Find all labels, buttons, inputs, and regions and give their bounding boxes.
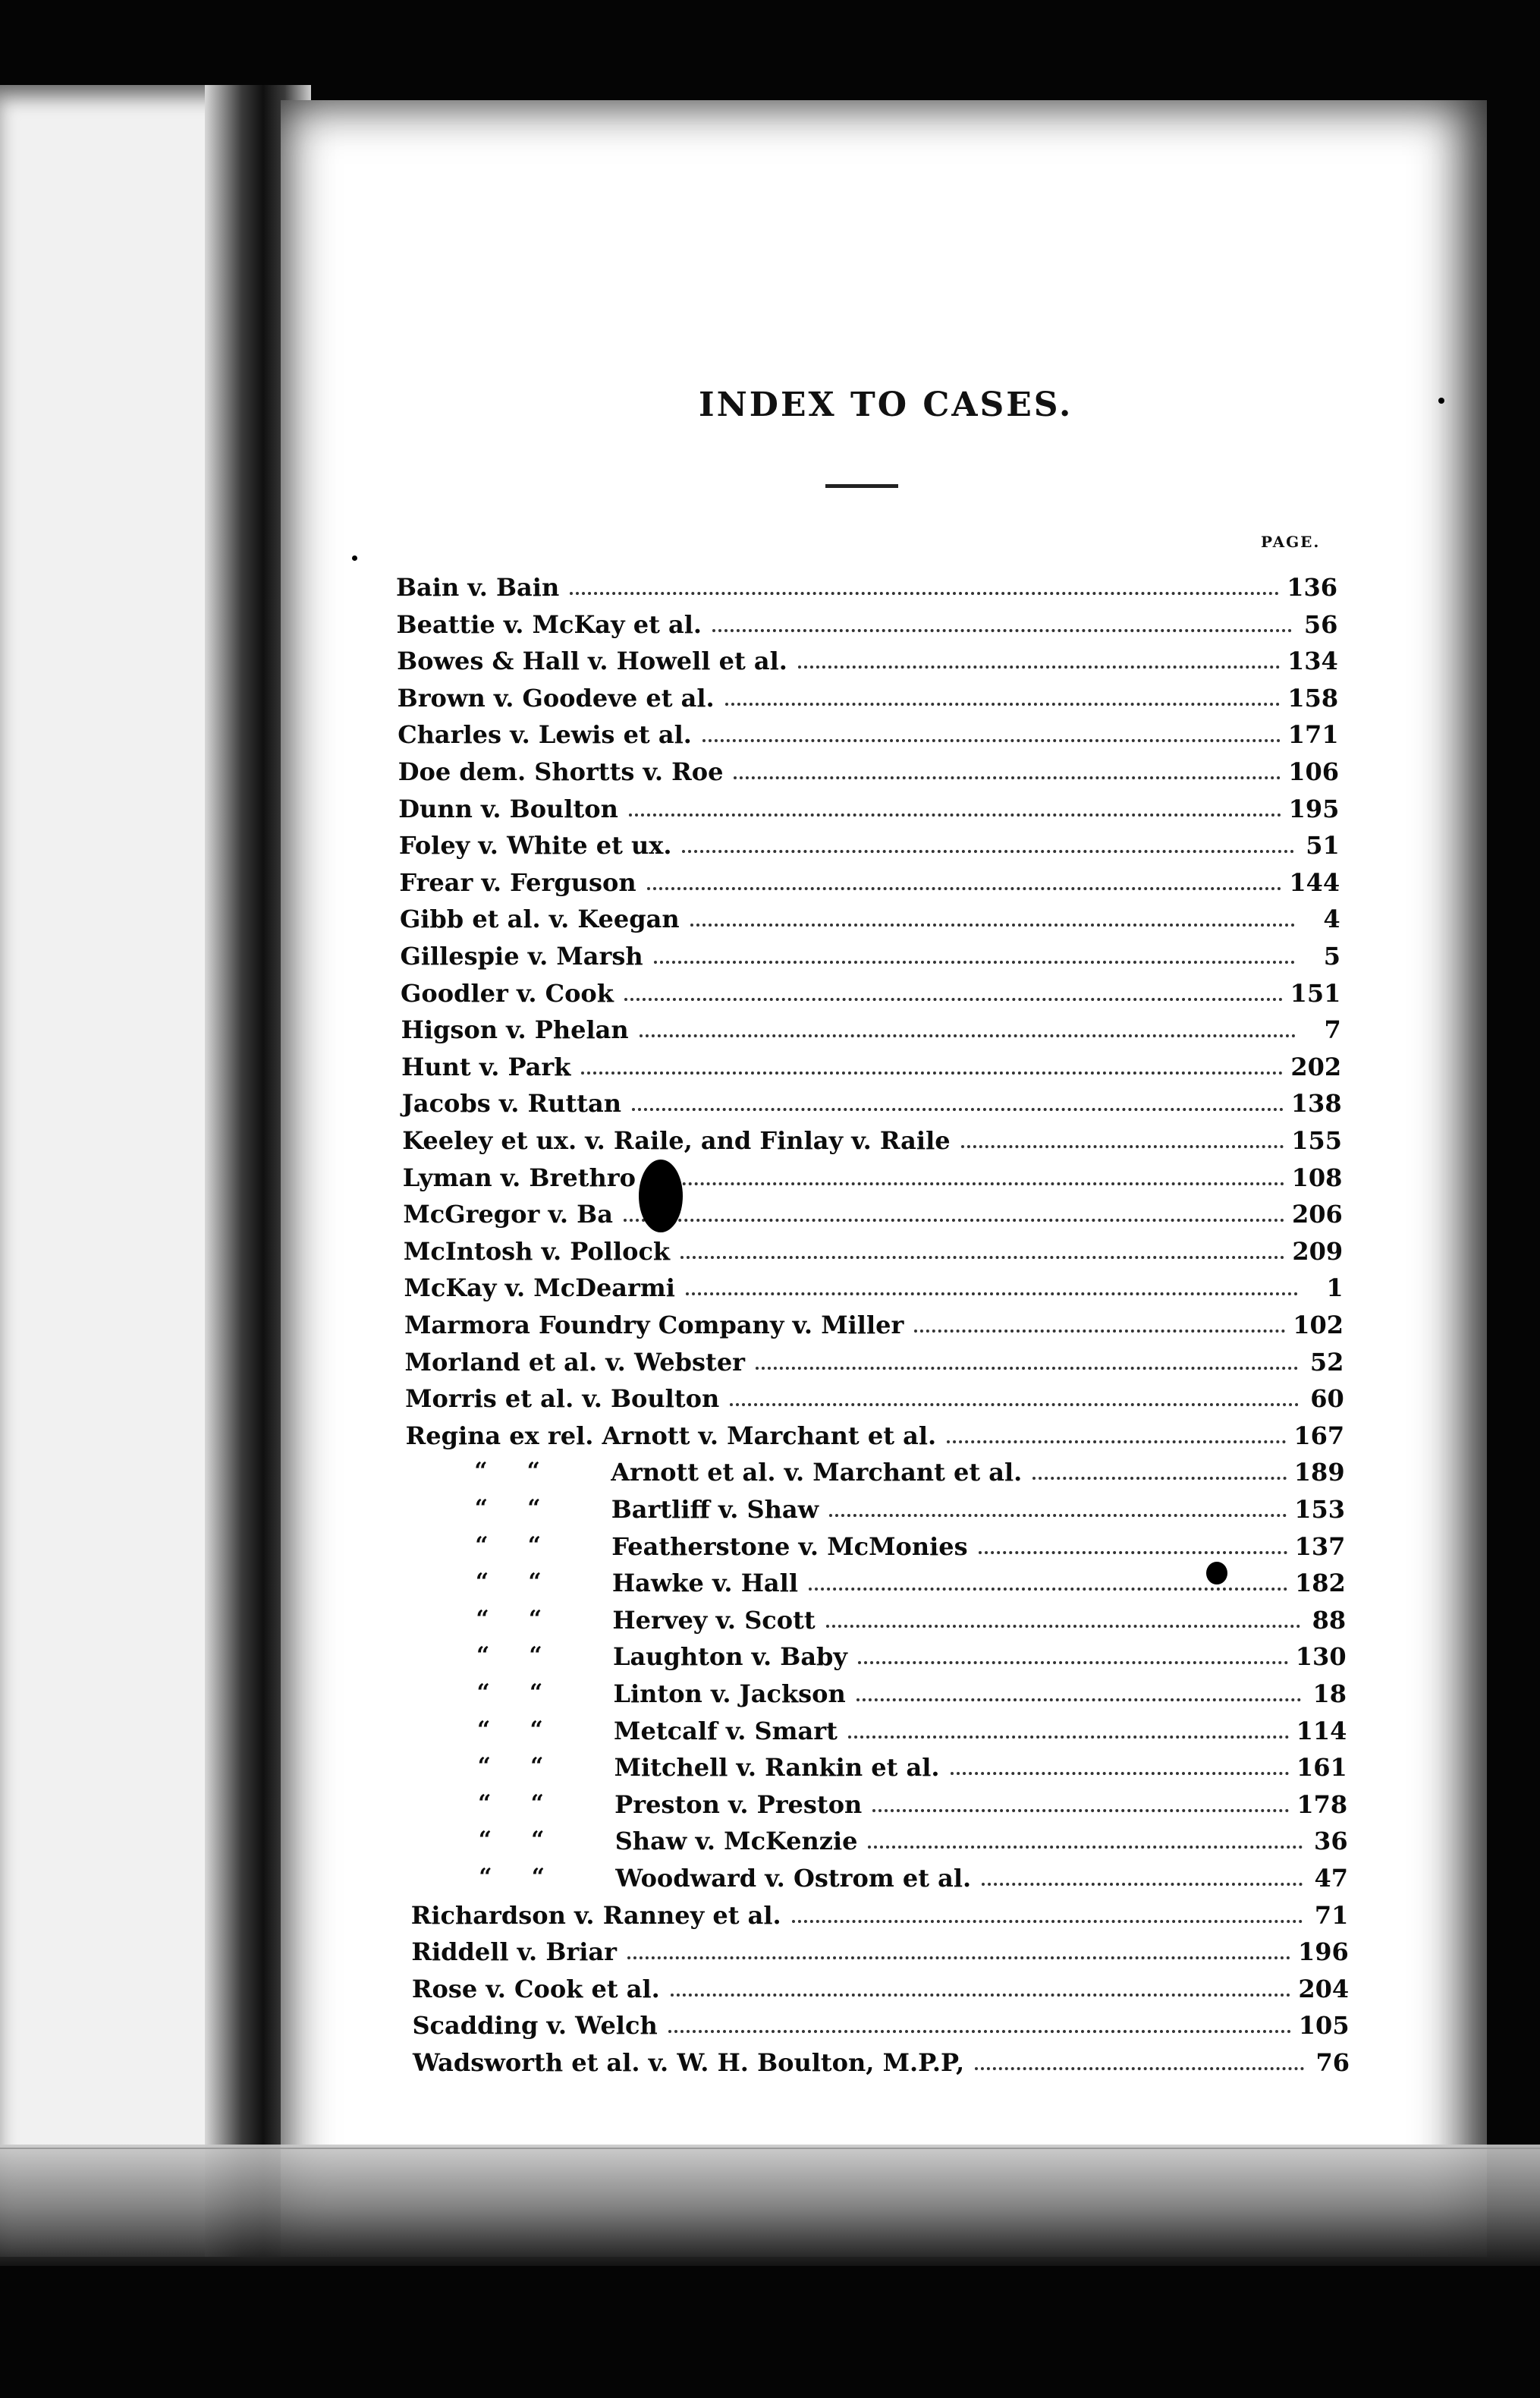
dot-leader: [627, 1956, 1290, 1959]
dot-leader: [826, 1625, 1301, 1628]
case-name: Morris et al. v. Boulton: [405, 1384, 720, 1414]
index-entry: [399, 860, 1340, 895]
page-number: 71: [1314, 1900, 1349, 1930]
index-entry: [478, 1782, 1348, 1819]
ink-blot: [639, 1160, 683, 1232]
dot-leader: [725, 703, 1281, 706]
case-name: Bowes & Hall v. Howell et al.: [397, 647, 787, 676]
index-entry: [474, 1449, 1345, 1487]
page-number: 18: [1312, 1679, 1347, 1708]
index-entry: [479, 1855, 1348, 1893]
case-name: Regina ex rel. Arnott v. Marchant et al.: [405, 1421, 937, 1450]
case-name: McKay v. McDearmi: [404, 1273, 675, 1303]
dot-leader: [680, 1256, 1284, 1259]
index-entry: [404, 1339, 1344, 1377]
page-number: 138: [1290, 1089, 1342, 1119]
case-name: Linton v. Jackson: [613, 1679, 846, 1708]
index-entry: [411, 1893, 1349, 1928]
dot-leader: [624, 998, 1283, 1001]
page-number: 88: [1312, 1605, 1347, 1635]
index-entry: [399, 896, 1340, 934]
page-number: 137: [1294, 1531, 1346, 1561]
dot-leader: [756, 1367, 1298, 1370]
case-name: Bartliff v. Shaw: [611, 1495, 819, 1524]
ditto-marks: “ “: [474, 1458, 540, 1485]
dot-leader: [848, 1736, 1289, 1739]
dot-leader: [682, 850, 1293, 853]
index-entry: [398, 712, 1339, 750]
case-name: Morland et al. v. Webster: [404, 1347, 746, 1377]
ditto-marks: “ “: [478, 1827, 545, 1854]
ditto-marks: “ “: [475, 1569, 542, 1596]
page-number: 108: [1291, 1163, 1343, 1192]
page-number: 1: [1326, 1273, 1344, 1303]
dot-leader: [640, 1034, 1296, 1037]
index-entry: [398, 749, 1339, 784]
case-name: Laughton v. Baby: [612, 1642, 848, 1672]
dot-leader: [961, 1145, 1284, 1148]
case-name: Bain v. Bain: [396, 573, 560, 602]
page-number: 171: [1287, 720, 1339, 750]
page-number: 151: [1290, 978, 1341, 1008]
index-entry: [402, 1118, 1342, 1153]
dot-leader: [686, 1292, 1298, 1295]
dot-leader: [809, 1588, 1287, 1591]
index-entry: [397, 675, 1339, 713]
case-name: Rose v. Cook et al.: [411, 1974, 660, 2003]
case-name: Marmora Foundry Company v. Miller: [404, 1311, 904, 1339]
case-name: Richardson v. Ranney et al.: [410, 1900, 781, 1930]
page-number: 47: [1314, 1864, 1348, 1893]
dot-leader: [690, 924, 1295, 927]
case-name: Preston v. Preston: [614, 1789, 863, 1819]
case-name: Riddell v. Briar: [411, 1937, 617, 1967]
ditto-marks: “ “: [476, 1605, 542, 1632]
case-name: Shaw v. McKenzie: [614, 1827, 858, 1856]
index-entry: [401, 1044, 1341, 1079]
index-entry: [398, 823, 1340, 861]
ditto-marks: “ “: [477, 1716, 543, 1743]
index-entry: [397, 602, 1338, 637]
case-name: Keeley et ux. v. Raile, and Finlay v. Raile: [402, 1126, 951, 1155]
case-name: Higson v. Phelan: [401, 1015, 629, 1045]
case-name: Featherstone v. McMonies: [611, 1531, 968, 1561]
ditto-marks: “ “: [476, 1642, 542, 1669]
index-entry: [404, 1229, 1343, 1264]
page-title: INDEX TO CASES.: [699, 386, 1073, 424]
page-number: 204: [1298, 1974, 1350, 2003]
page-number: 60: [1310, 1384, 1344, 1414]
index-entry: [397, 638, 1338, 676]
ditto-marks: “ “: [477, 1753, 544, 1780]
index-entry: [475, 1560, 1346, 1598]
index-entry: [403, 1155, 1343, 1190]
case-name: Jacobs v. Ruttan: [401, 1089, 621, 1119]
page-number: 51: [1306, 831, 1340, 861]
ditto-marks: “ “: [479, 1864, 545, 1890]
speck: [1438, 398, 1444, 404]
index-entry: [476, 1634, 1347, 1672]
dot-leader: [647, 887, 1282, 890]
dot-leader: [975, 2067, 1304, 2070]
index-entry: [477, 1745, 1347, 1783]
case-name: Goodler v. Cook: [401, 978, 614, 1008]
dot-leader: [1032, 1477, 1286, 1480]
page-number: 196: [1297, 1937, 1349, 1967]
case-name: Hunt v. Park: [401, 1052, 571, 1081]
page-number: 189: [1293, 1458, 1345, 1487]
index-entry: [411, 1929, 1349, 1967]
page-number: 114: [1296, 1716, 1347, 1745]
page-number: 102: [1293, 1311, 1344, 1339]
page-number: 136: [1287, 573, 1337, 602]
index-entry: [401, 1007, 1341, 1045]
speck: [352, 555, 357, 561]
index-entry: [401, 1081, 1342, 1119]
dot-leader: [581, 1072, 1283, 1075]
ditto-marks: “ “: [475, 1531, 542, 1559]
page-number: 167: [1293, 1421, 1345, 1450]
dot-leader: [914, 1330, 1285, 1333]
index-entry: [413, 2040, 1350, 2075]
dot-leader: [624, 1219, 1284, 1222]
page-column-heading: PAGE.: [1261, 533, 1321, 551]
page-number: 206: [1291, 1200, 1343, 1229]
page-number: 52: [1309, 1347, 1344, 1377]
case-name: Brown v. Goodeve et al.: [397, 683, 715, 713]
dot-leader: [982, 1883, 1303, 1886]
index-entry: [404, 1302, 1344, 1337]
page-number: 105: [1298, 2011, 1350, 2041]
index-entry: [401, 971, 1341, 1008]
page-number: 202: [1290, 1052, 1342, 1081]
page-number: 195: [1288, 794, 1340, 823]
dot-leader: [979, 1551, 1287, 1554]
page-number: 7: [1324, 1015, 1341, 1045]
dot-leader: [947, 1440, 1286, 1443]
page-number: 161: [1296, 1753, 1347, 1783]
dot-leader: [632, 1108, 1284, 1111]
case-name: Woodward v. Ostrom et al.: [615, 1864, 972, 1893]
page-number: 153: [1294, 1495, 1345, 1524]
page-number: 36: [1314, 1827, 1348, 1856]
index-entry: [476, 1671, 1347, 1708]
dot-leader: [668, 2030, 1291, 2033]
case-name: Dunn v. Boulton: [398, 794, 618, 823]
index-entry: [412, 2003, 1350, 2041]
index-entry: [400, 933, 1341, 971]
dot-leader: [671, 1994, 1291, 1997]
page-number: 56: [1303, 609, 1338, 639]
page-number: 106: [1288, 757, 1339, 786]
dot-leader: [570, 592, 1279, 595]
dot-leader: [951, 1772, 1289, 1775]
case-name: Lyman v. Brethro: [402, 1163, 636, 1192]
case-name: Gibb et al. v. Keegan: [399, 905, 680, 934]
case-name: Wadsworth et al. v. W. H. Boulton, M.P.P,: [413, 2048, 965, 2077]
index-entry: [412, 1966, 1349, 2001]
index-entry: [403, 1191, 1343, 1229]
page-number: 178: [1296, 1789, 1348, 1819]
page-number: 130: [1295, 1642, 1347, 1672]
index-entry: [477, 1708, 1347, 1745]
dot-leader: [730, 1403, 1299, 1406]
index-entry: [398, 786, 1339, 821]
dot-leader: [646, 1182, 1284, 1185]
page-number: 182: [1294, 1569, 1346, 1598]
case-name: Foley v. White et ux.: [398, 831, 672, 861]
dot-leader: [868, 1846, 1302, 1849]
index-entry: [476, 1597, 1347, 1635]
dot-leader: [872, 1809, 1289, 1812]
ditto-marks: “ “: [474, 1495, 541, 1522]
dot-leader: [856, 1698, 1301, 1701]
index-entry: [478, 1818, 1348, 1856]
case-name: Frear v. Ferguson: [399, 867, 636, 897]
page-number: 155: [1291, 1126, 1342, 1155]
index-entry: [405, 1376, 1344, 1414]
case-name: McGregor v. Ba: [403, 1200, 613, 1229]
page-number: 4: [1323, 905, 1340, 934]
dot-leader: [792, 1920, 1303, 1923]
ditto-marks: “ “: [476, 1679, 543, 1706]
case-name: McIntosh v. Pollock: [403, 1236, 671, 1266]
dot-leader: [734, 776, 1281, 779]
dot-leader: [654, 961, 1295, 964]
page-number: 134: [1287, 647, 1338, 676]
case-name: Hervey v. Scott: [612, 1605, 816, 1635]
dot-leader: [858, 1661, 1288, 1664]
ditto-marks: “ “: [478, 1789, 544, 1817]
dot-leader: [702, 739, 1281, 742]
case-name: Scadding v. Welch: [412, 2011, 658, 2041]
dot-leader: [798, 666, 1280, 669]
case-name: Beattie v. McKay et al.: [396, 609, 702, 639]
dot-leader: [829, 1514, 1287, 1517]
index-entry: [396, 565, 1337, 600]
page-number: 209: [1292, 1236, 1344, 1266]
case-name: Hawke v. Hall: [611, 1569, 798, 1598]
page-number: 144: [1289, 867, 1340, 897]
dot-leader: [712, 629, 1292, 632]
index-entry: [474, 1487, 1345, 1524]
case-name: Arnott et al. v. Marchant et al.: [611, 1458, 1023, 1487]
page-number: 5: [1323, 942, 1340, 971]
case-name: Gillespie v. Marsh: [400, 942, 643, 971]
page-number: 158: [1287, 683, 1339, 713]
case-name: Doe dem. Shortts v. Roe: [398, 757, 724, 786]
case-name: Metcalf v. Smart: [614, 1716, 838, 1745]
case-name: Charles v. Lewis et al.: [398, 720, 692, 750]
ink-blot: [1206, 1562, 1227, 1585]
index-entry: [404, 1265, 1344, 1303]
dot-leader: [629, 813, 1281, 817]
index-entry: [475, 1524, 1346, 1561]
index-entry: [406, 1413, 1345, 1448]
case-name: Mitchell v. Rankin et al.: [614, 1753, 940, 1783]
page-number: 76: [1315, 2048, 1350, 2077]
